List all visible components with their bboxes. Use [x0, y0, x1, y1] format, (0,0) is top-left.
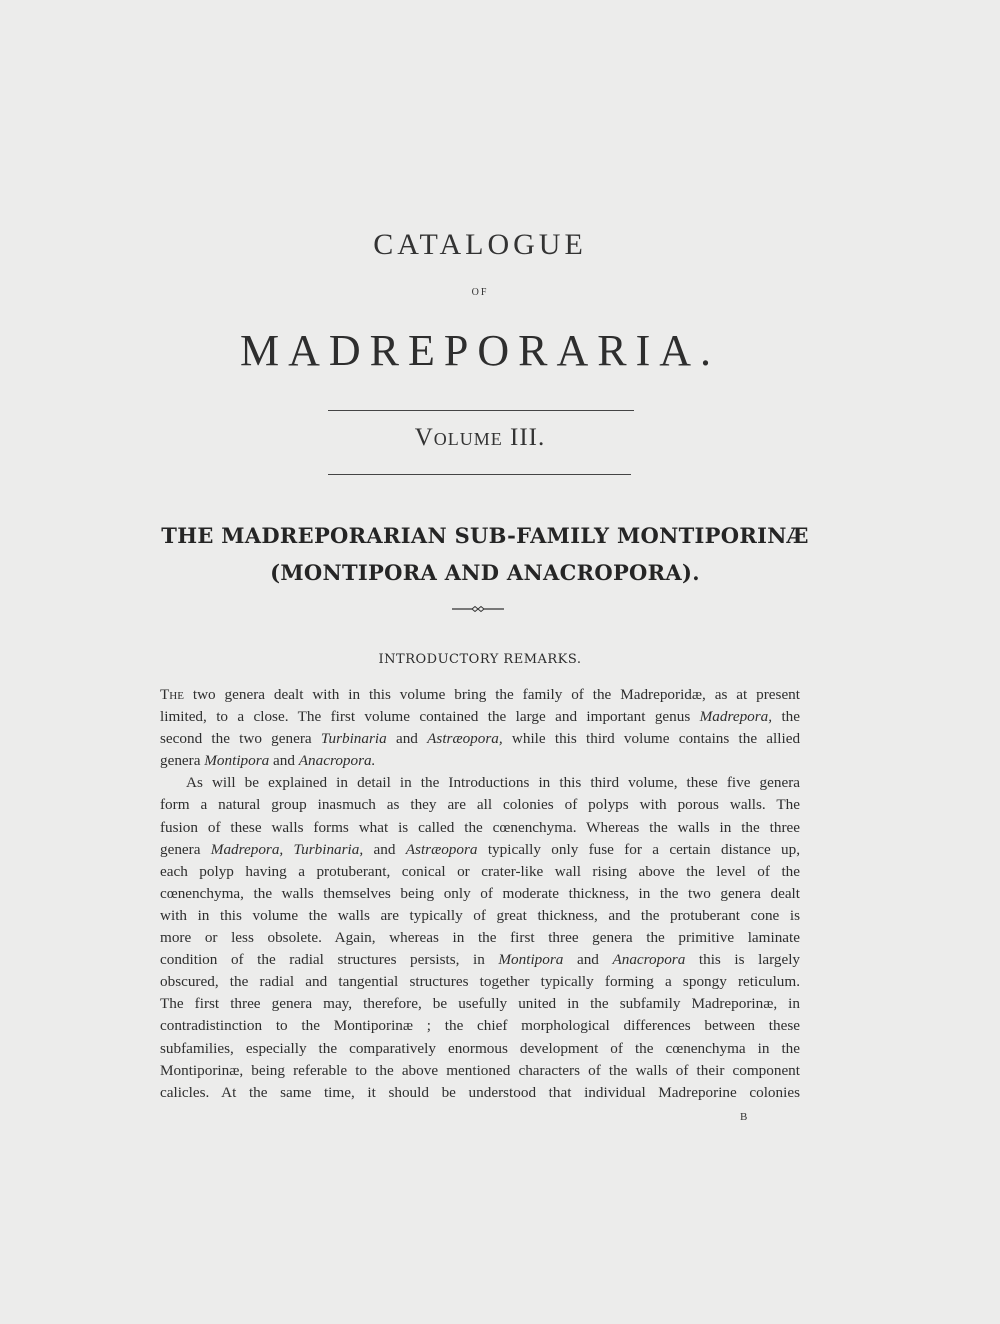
- italic-genus: Turbinaria: [320, 730, 387, 748]
- text-span: the: [781, 708, 800, 726]
- paragraph-2: [160, 772, 800, 1103]
- text-line: each polyp having a protuberant, conical or crater-like wall rising above the level of the: [160, 862, 800, 880]
- title-catalogue: CATALOGUE: [373, 228, 587, 261]
- text-line: As will be explained in detail in the Introductions in this third volume, these five genera: [186, 774, 800, 792]
- text-line: with in this volume the walls are typically of great thickness, and the protuberant cone is: [160, 906, 800, 924]
- text-line: fusion of these walls forms what is called the cœnenchyma. Whereas the walls in the three: [160, 818, 800, 836]
- italic-genus: Anacropora: [612, 951, 686, 969]
- text-span: second the two genera: [160, 730, 312, 748]
- text-line: The first three genera may, therefore, be usefully united in the subfamily Madreporinæ, in: [160, 995, 800, 1013]
- italic-genus: Madrepora, Turbinaria,: [210, 840, 364, 858]
- italic-genus: Montipora: [498, 951, 564, 969]
- text-span: genera: [160, 840, 201, 858]
- body-text: [160, 684, 800, 1104]
- title-of: OF: [471, 287, 489, 298]
- text-span: genera: [160, 752, 201, 770]
- text-line: calicles. At the same time, it should be understood that individual Madreporine colonies: [160, 1083, 800, 1101]
- text-line: [160, 839, 800, 861]
- text-span: condition of the radial structures persists, in: [160, 951, 485, 969]
- text-line: cœnenchyma, the walls themselves being only of moderate thickness, in the two genera dealt: [160, 884, 800, 902]
- text-line: subfamilies, especially the comparatively enormous development of the cœnenchyma in the: [160, 1039, 800, 1057]
- divider-rule-bottom: [328, 474, 631, 475]
- text-span: this is largely: [698, 951, 801, 969]
- text-line: obscured, the radial and tangential structures together typically forming a spongy reticulum.: [160, 973, 800, 991]
- text-span: and: [576, 951, 599, 969]
- title-madreporaria: MADREPORARIA.: [239, 326, 721, 375]
- text-line: [160, 706, 800, 728]
- signature-mark: B: [740, 1111, 748, 1123]
- ornament-divider-icon: [452, 604, 504, 614]
- text-span: two genera dealt with in this volume bring the family of the Madreporidæ, as at present: [192, 686, 800, 703]
- text-span: and: [273, 752, 295, 770]
- italic-genus: Astræopora: [405, 840, 478, 858]
- text-span: while this third volume contains the allied: [511, 730, 801, 748]
- text-span: and: [395, 730, 418, 748]
- text-span: limited, to a close. The first volume contained the large and important genus: [160, 708, 691, 726]
- text-span: typically only fuse for a certain distance up,: [487, 840, 801, 858]
- volume-title: Volume III.: [414, 424, 546, 451]
- section-heading-line1: THE MADREPORARIAN SUB-FAMILY MONTIPORINÆ: [161, 523, 809, 548]
- text-line: form a natural group inasmuch as they are all colonies of polyps with porous walls. The: [160, 796, 800, 814]
- text-line: more or less obsolete. Again, whereas in the first three genera the primitive laminate: [160, 929, 800, 947]
- italic-genus: Anacropora.: [298, 752, 376, 770]
- italic-genus: Astræopora,: [427, 730, 503, 748]
- text-line: contradistinction to the Montiporinæ ; the chief morphological differences between these: [160, 1017, 800, 1035]
- divider-rule-top: [328, 410, 634, 411]
- text-line: Montiporinæ, being referable to the above mentioned characters of the walls of their component: [160, 1061, 800, 1079]
- text-line: [160, 750, 800, 772]
- text-line: [160, 728, 800, 750]
- text-span: and: [373, 840, 396, 858]
- text-line: [160, 949, 800, 971]
- paragraph-lead-word: The: [160, 686, 184, 703]
- paragraph-1: [160, 684, 800, 772]
- introductory-remarks-heading: INTRODUCTORY REMARKS.: [378, 652, 582, 667]
- italic-genus: Montipora: [204, 752, 270, 770]
- italic-genus: Madrepora,: [699, 708, 773, 726]
- section-heading-line2: (MONTIPORA AND ANACROPORA).: [270, 560, 700, 585]
- text-line: [160, 684, 800, 706]
